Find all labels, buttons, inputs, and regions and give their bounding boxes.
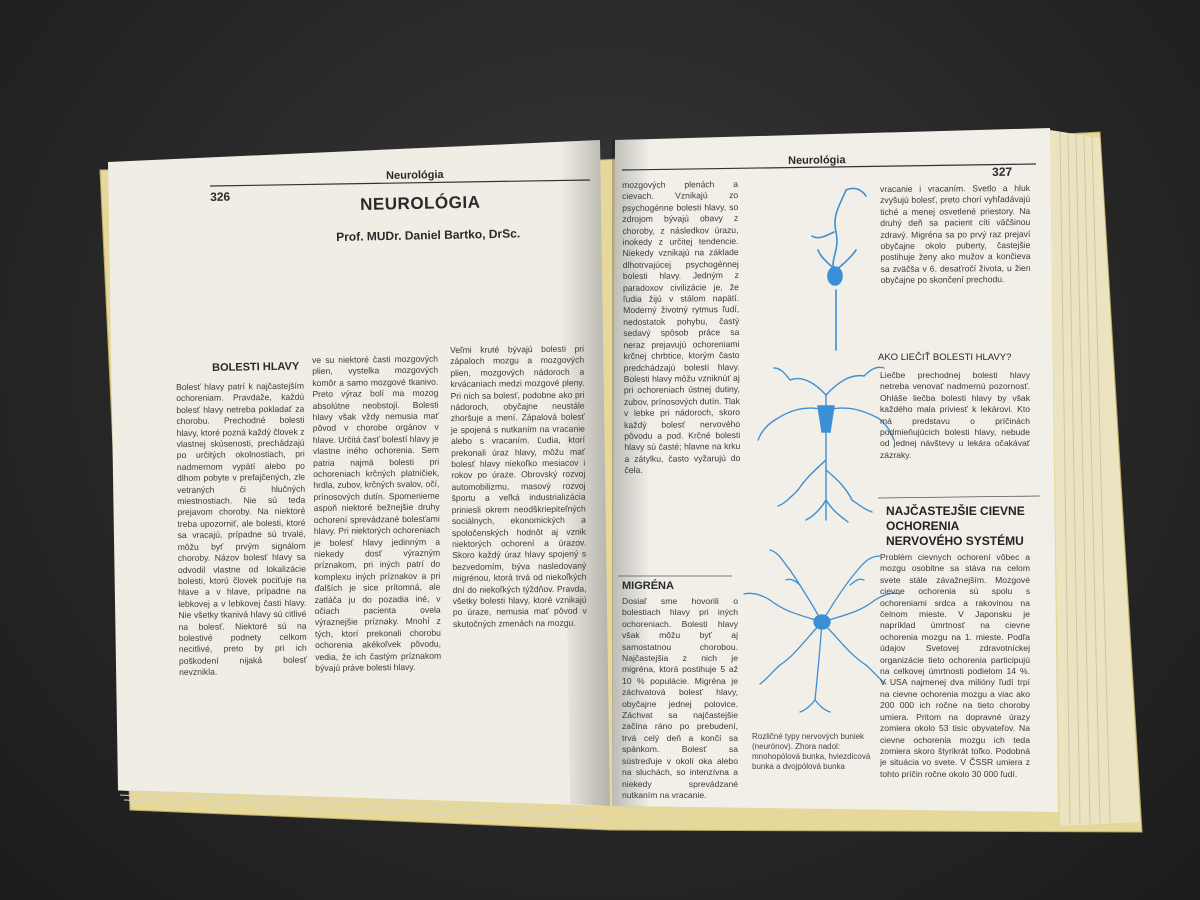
- right-running-header: Neurológia: [788, 154, 846, 167]
- right-column-1: mozgových plenách a cievach. Vznikajú zo psychogénne bolesti hlavy, so zdrojom bývajú obavy z choroby, z následkov úrazu, inokedy z určitej tendencie. Niekedy vznikajú na základe dlhotrvajúcej psychogénnej bolesti hlavy. Jedným z paradoxov civilizácie je, že ľudia žijú v stálom napätí. Moderný životný rytmus ľudí, nedostatok pohybu, častý sedavý spôsob práce sa neraz prejavujú ochoreniami krčnej chrbtice, ktorým často predchádzajú bolesti hlavy. Bolesti hlavy môžu vzniknúť aj pri ochoreniach ústnej dutiny, zubov, prínosových dutín. Tlak v lebke pri nádoroch, skoro každý bolesť nervového pôvodu a pod. Krčné bolesti hlavy sú časté; hlavne na krku a zátylku, často vyžarujú do čela.: [622, 178, 741, 476]
- section-heading-bolesti: BOLESTI HLAVY: [212, 360, 300, 374]
- right-column-3b: Liečbe prechodnej bolesti hlavy netreba venovať nadmernú pozornosť. Ohláše liečba bolesti hlavy by však každého mala priviesť k lekárovi. Kto má predstavu o príčinách podmieňujúcich bolesti hlavy, nebude od jednej návštevy u lekára očakávať zázraky.: [880, 370, 1030, 460]
- left-column-1: Bolesť hlavy patrí k najčastejším ochoreniam. Pravdaže, každú bolesť hlavy netreba pokladať za chorobu. Prechodné bolesti hlavy, ktoré pozná každý človek z vlastnej skúsenosti, prechádzajú po určitých okolnostiach, pri nadmernom vypätí alebo po dlhom pobyte v prefajčených, zle vetraných či hlučných miestnostiach. Nie sú teda prejavom choroby. Na niektoré treba upozorniť, ale bolesti, ktoré sa vracajú, prípadne sú trvalé, môžu byť prvým signálom choroby. Názov bolesť hlavy sa odvodil vlastne od lokalizácie bolesti, ktorú človek pociťuje na hlave a v hlave, prípadne na lebkovej a v lebkovej časti hlavy. Nie všetky tkanivá hlavy sú citlivé na bolesť. Niektoré sú na bolestivé podnety celkom necitlivé, preto by pri ich poškodení nijaká bolesť nevznikla.: [176, 380, 307, 678]
- neuron-caption: Rozličné typy nervových buniek (neurónov). Zhora nadol: mnohopólová bunka, hviezdicová bunka a dvojpólová bunka: [752, 732, 871, 771]
- right-page-number: 327: [992, 164, 1013, 179]
- question-heading: AKO LIEČIŤ BOLESTI HLAVY?: [878, 352, 1012, 363]
- left-column-3: Veľmi kruté bývajú bolesti pri zápaloch mozgu a mozgových plien, mozgových nádoroch a krvácaniach medzi mozgové pleny. Pri nich sa bolesť, podobne ako pri nádoroch, obyčajne neustále zhoršuje a mení. Zápalová bolesť je spojená s nutkaním na vracanie alebo s vracaním. Ľudia, ktorí prekonali úraz hlavy, môžu mať bolesť hlavy niekoľko mesiacov i rokov po úraze. Obrovský rozvoj automobilizmu, masový rozvoj športu a veľká industrializácia priniesli okrem neodškriepiteľných sociálnych, ekonomických a spoločenských hodnôt aj vznik niektorých ochorení a úrazov. Skoro každý úraz hlavy spojený s bezvedomím, býva nasledovaný migrénou, ktorá trvá od niekoľkých dní do niekoľkých týždňov. Pravda, všetky bolesti hlavy, ktoré vznikajú po úraze, nemusia mať pôvod v skutočných zmenách na mozgu.: [450, 343, 587, 629]
- left-page-number: 326: [210, 189, 231, 204]
- cievne-heading: NAJČASTEJŠIE CIEVNE OCHORENIA NERVOVÉHO SYSTÉMU: [886, 504, 1025, 548]
- migraine-heading: MIGRÉNA: [622, 580, 674, 592]
- chapter-title: NEUROLÓGIA: [360, 192, 481, 214]
- left-column-2: ve su niektoré časti mozgových plien, vystelka mozgových komôr a samo mozgové tkanivo. Preto výraz bolí ma mozog absolútne neobstojí. Bolesti hlavy však vždy nemusia mať pôvod v chorobe orgánov v hlave. Určitá časť bolestí hlavy je vlastne iného ochorenia. Sem patria najmä bolesti pri ochoreniach krčných platničiek, hrdla, zubov, krčných svalov, očí, prínosových dutín. Spomenieme aspoň niektoré bežnejšie druhy ochorení sprevádzané bolesťami hlavy. Pri niektorých ochoreniach je bolesť hlavy jedinným a niekedy dosť výrazným príznakom, pri iných patrí do komplexu iných príznakov a pri ďalších je sice prítomná, ale zatláča ju do pozadia iné, v očiach pacienta ovela výraznejšie príznaky. Mnohí z tých, ktorí prekonali chorobu ochorenia akékoľvek pôvodu, vedia, že ich častým príznakom bývajú práve bolesti hlavy.: [312, 353, 442, 673]
- right-column-1b: Dosiaľ sme hovorili o bolestiach hlavy pri iných ochoreniach. Bolesti hlavy však môžu byť aj samostatnou chorobou. Najčastejšia z nich je migréna, ktorá postihuje 5 až 10 % populácie. Migréna je záchvatová bolesť hlavy, obyčajne jednej polovice. Záchvat sa najčastejšie začína ráno po prebudení, trvá celý deň a končí sa spánkom. Bolesť sa sústreďuje v okolí oka alebo na sluchách, so intenzívna a niekedy sprevádzané nutkaním na vracanie.: [622, 596, 738, 800]
- chapter-author: Prof. MUDr. Daniel Bartko, DrSc.: [336, 226, 521, 244]
- left-running-header: Neurológia: [386, 168, 444, 182]
- right-column-3c: Problém cievnych ochorení vôbec a mozgu osobitne sa stáva na celom svete stále závažnejším. Mozgové cievne ochorenia sú spolu s ochoreniami srdca a rakovinou na čelnom mieste. V Japonsku je napríklad úmrtnosť na cievne ochorenia mozgu na 1. mieste. Podľa údajov Svetovej zdravotníckej organizácie tieto ochorenia participujú na celkovej úmrtnosti podielom 14 %. V USA najmenej dva milióny ľudí trpí na cievne ochorenia mozgu a viac ako 200 000 ich ročne na tieto choroby umiera. Pritom na dopravné úrazy zomiera okolo 53 tisíc obyvateľov. Na cievne ochorenia mozgu ich teda zomiera skoro štyrikrát toľko. Podobná je situácia vo svete. V ČSSR umiera z tohto príčin ročne okolo 30 000 ľudí.: [880, 552, 1030, 779]
- right-column-3: vracanie i vracaním. Svetlo a hluk zvyšujú bolesť, preto chorí vyhľadávajú tiché a menej osvetlené priestory. Na druhý deň sa pacient cíti väčšinou zdravý. Migréna sa po prvý raz prejaví obyčajne okolo puberty, častejšie postihuje ženy ako mužov a končieva sa zväčša v 6. desaťročí života, u žien obyčajne po skončení prechodu.: [880, 182, 1031, 286]
